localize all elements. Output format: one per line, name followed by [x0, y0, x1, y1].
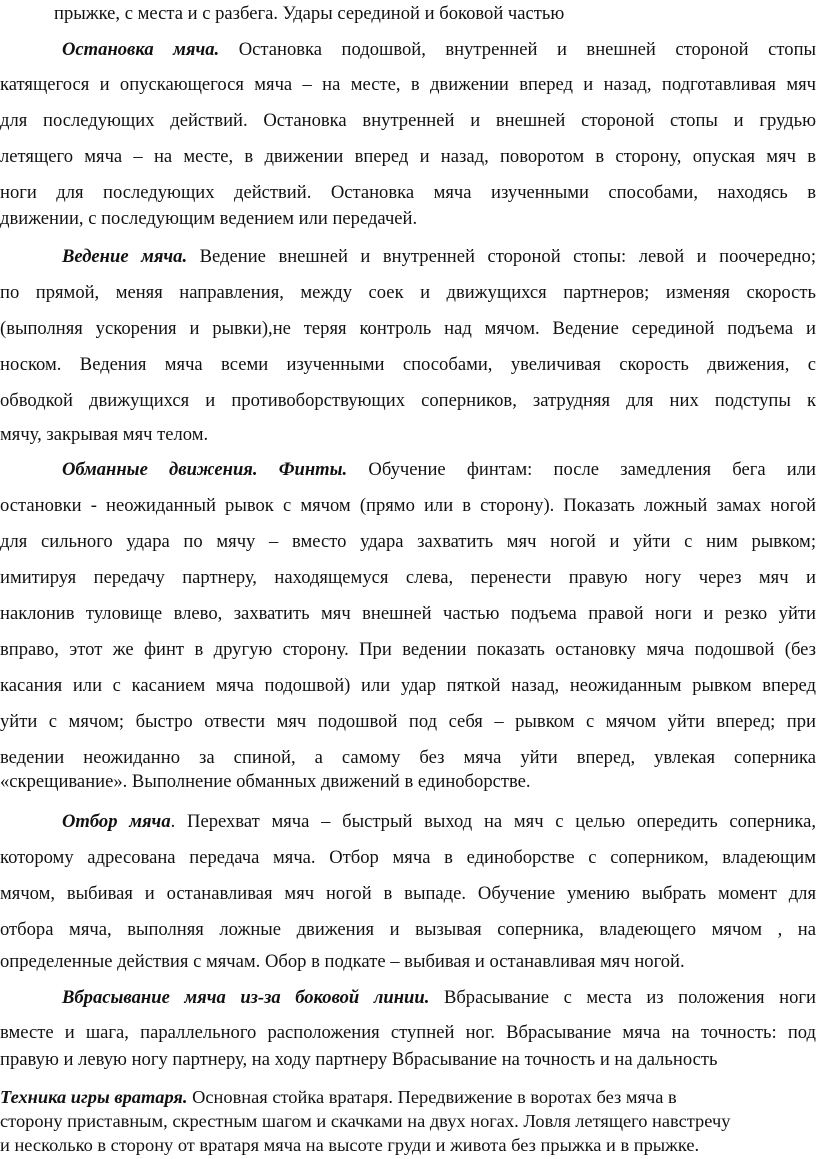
text-span: Ведение внешней и внутренней стороной стопы: левой и поочередно;: [199, 246, 816, 267]
paragraph-dribbling-line: [62, 245, 816, 269]
text-line: правую и левую ногу партнеру, на ходу партнеру Вбрасывание на точность и на дальность: [0, 1049, 718, 1070]
text-line: вправо, этот же финт в другую сторону. При ведении показать остановку мяча подошвой (без: [0, 639, 816, 660]
heading-dribbling: Ведение мяча.: [62, 246, 188, 267]
text-line: «скрещивание». Выполнение обманных движений в единоборстве.: [0, 771, 531, 792]
text-line: (выполняя ускорения и рывки),не теряя контроль над мячом. Ведение серединой подъема и: [0, 318, 816, 339]
text-line: движении, с последующим ведением или передачей.: [0, 208, 418, 229]
text-line: ноги для последующих действий. Остановка мяча изученными способами, находясь в: [0, 182, 816, 203]
paragraph-goalkeeper-line: [0, 1086, 816, 1108]
heading-goalkeeper: Техника игры вратаря.: [0, 1087, 188, 1107]
text-line: имитируя передачу партнеру, находящемуся слева, перенести правую ногу через мяч и: [0, 567, 816, 588]
text-line: мячом, выбивая и останавливая мяч ногой в выпаде. Обучение умению выбрать момент для: [0, 883, 816, 904]
text-line: уйти с мячом; быстро отвести мяч подошвой под себя – рывком с мячом уйти вперед; при: [0, 711, 816, 732]
text-line: сторону приставным, скрестным шагом и скачками на двух ногах. Ловля летящего навстречу: [0, 1111, 731, 1131]
text-line: и несколько в сторону от вратаря мяча на высоте груди и живота без прыжка и в прыжке.: [0, 1135, 700, 1155]
text-line: по прямой, меняя направления, между соек и движущихся партнеров; изменяя скорость: [0, 282, 816, 303]
paragraph-tackling-line: [62, 810, 816, 834]
text-line: отбора мяча, выполняя ложные движения и вызывая соперника, владеющего мячом , на: [0, 919, 816, 940]
text-line: вместе и шага, параллельного расположения ступней ног. Вбрасывание мяча на точность: под: [0, 1022, 816, 1043]
text-line: носком. Ведения мяча всеми изученными способами, увеличивая скорость движения, с: [0, 354, 816, 375]
text-line: касания или с касанием мяча подошвой) или удар пяткой назад, неожиданным рывком вперед: [0, 675, 816, 696]
heading-throw-in: Вбрасывание мяча из-за боковой линии.: [62, 987, 430, 1008]
heading-tackling: Отбор мяча: [62, 811, 171, 832]
heading-feints: Обманные движения. Финты.: [62, 459, 348, 480]
text-line: ведении неожиданно за спиной, а самому без мяча уйти вперед, увлекая соперника: [0, 747, 816, 768]
text-line: летящего мяча – на месте, в движении вперед и назад, поворотом в сторону, опуская мяч в: [0, 146, 816, 167]
paragraph-stop-ball-line: [62, 38, 816, 62]
text-span: Перехват мяча – быстрый выход на мяч с целью опередить соперника,: [187, 811, 816, 832]
heading-stop-ball: Остановка мяча.: [62, 39, 220, 60]
text-line: для последующих действий. Остановка внутренней и внешней стороной стопы и грудью: [0, 110, 816, 131]
paragraph-throw-in-line: [62, 986, 816, 1010]
text-span: Обучение финтам: после замедления бега или: [368, 459, 816, 480]
text-line: прыжке, с места и с разбега. Удары серединой и боковой частью: [54, 3, 565, 24]
text-line: наклонив туловище влево, захватить мяч внешней частью подъема правой ноги и резко уйти: [0, 603, 816, 624]
text-line: для сильного удара по мячу – вместо удара захватить мяч ногой и уйти с ним рывком;: [0, 531, 816, 552]
text-span: Вбрасывание с места из положения ноги: [443, 987, 816, 1008]
text-line: которому адресована передача мяча. Отбор мяча в единоборстве с соперником, владеющим: [0, 847, 816, 868]
text-line: обводкой движущихся и противоборствующих соперников, затрудняя для них подступы к: [0, 390, 816, 411]
text-line: остановки - неожиданный рывок с мячом (прямо или в сторону). Показать ложный замах ногой: [0, 495, 816, 516]
text-span: .: [170, 811, 176, 832]
text-line: катящегося и опускающегося мяча – на месте, в движении вперед и назад, подготавливая мяч: [0, 74, 816, 95]
text-span: Основная стойка вратаря. Передвижение в воротах без мяча в: [192, 1087, 677, 1107]
paragraph-feints-line: [62, 458, 816, 482]
text-line: мячу, закрывая мяч телом.: [0, 424, 209, 445]
text-line: определенные действия с мячам. Обор в подкате – выбивая и останавливая мяч ногой.: [0, 951, 685, 972]
text-span: Остановка подошвой, внутренней и внешней стороной стопы: [238, 39, 816, 60]
